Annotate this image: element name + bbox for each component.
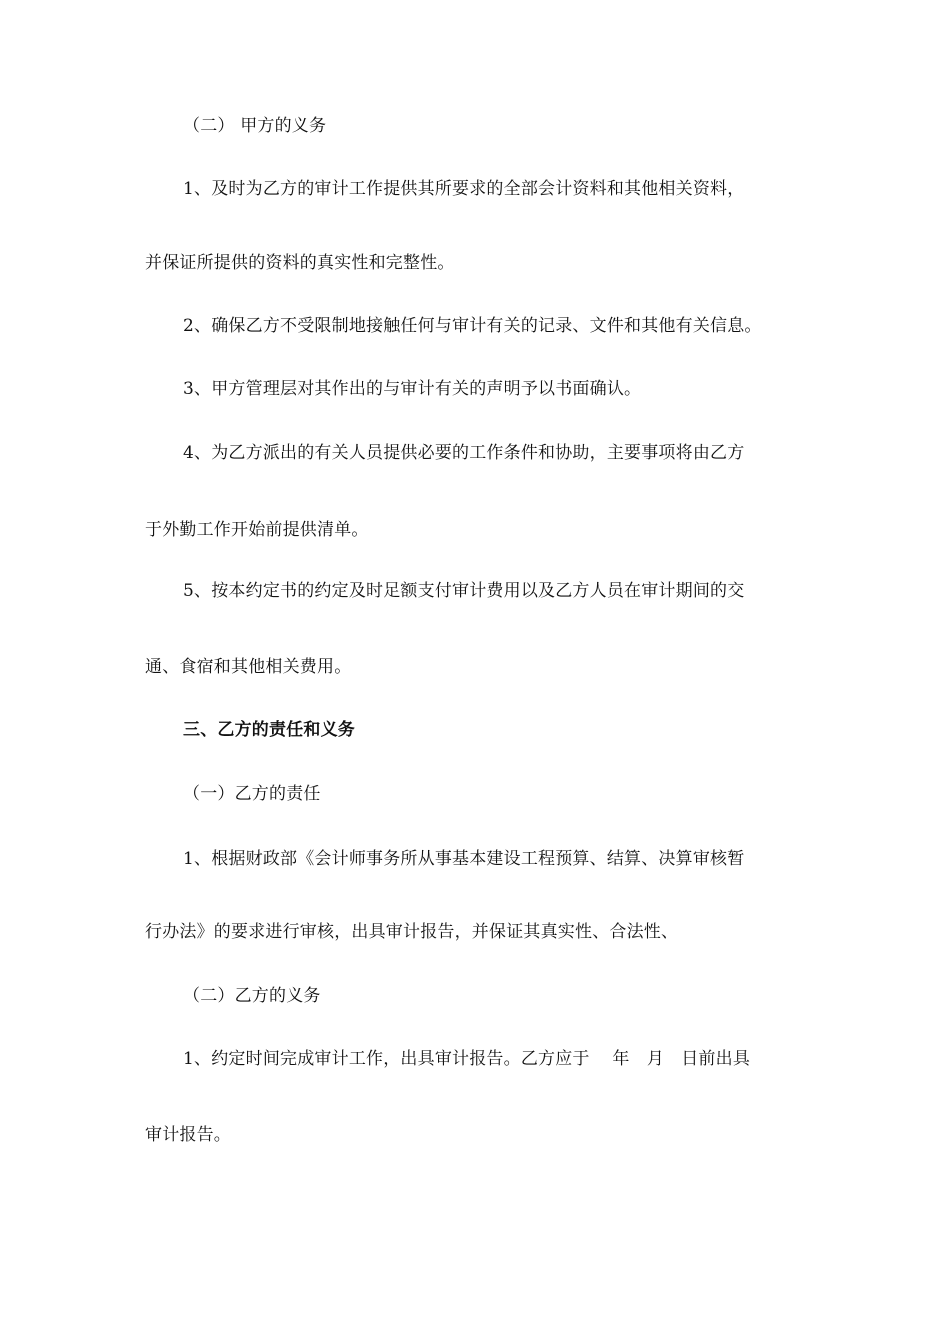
responsibilities-b-heading: （一）乙方的责任 (183, 784, 321, 804)
item-c1-line1: 1、约定时间完成审计工作，出具审计报告。乙方应于 年 月 日前出具 (183, 1049, 751, 1069)
item-a3: 3、甲方管理层对其作出的与审计有关的声明予以书面确认。 (183, 379, 642, 399)
section3-heading: 三、乙方的责任和义务 (183, 720, 355, 740)
obligations-b-heading: （二）乙方的义务 (183, 986, 321, 1006)
item-a5-line2: 通、食宿和其他相关费用。 (145, 657, 352, 677)
item-a2: 2、确保乙方不受限制地接触任何与审计有关的记录、文件和其他有关信息。 (183, 316, 762, 336)
item-c1-line2: 审计报告。 (145, 1125, 231, 1145)
item-a5-line1: 5、按本约定书的约定及时足额支付审计费用以及乙方人员在审计期间的交 (183, 581, 745, 601)
item-a1-line2: 并保证所提供的资料的真实性和完整性。 (145, 253, 455, 273)
obligations-a-heading: （二） 甲方的义务 (183, 116, 327, 136)
item-a1-line1: 1、及时为乙方的审计工作提供其所要求的全部会计资料和其他相关资料， (183, 179, 745, 199)
item-b1-line1: 1、根据财政部《会计师事务所从事基本建设工程预算、结算、决算审核暂 (183, 849, 745, 869)
item-a4-line1: 4、为乙方派出的有关人员提供必要的工作条件和协助，主要事项将由乙方 (183, 443, 745, 463)
item-a4-line2: 于外勤工作开始前提供清单。 (145, 520, 369, 540)
item-b1-line2: 行办法》的要求进行审核，出具审计报告，并保证其真实性、合法性、 (145, 922, 679, 942)
